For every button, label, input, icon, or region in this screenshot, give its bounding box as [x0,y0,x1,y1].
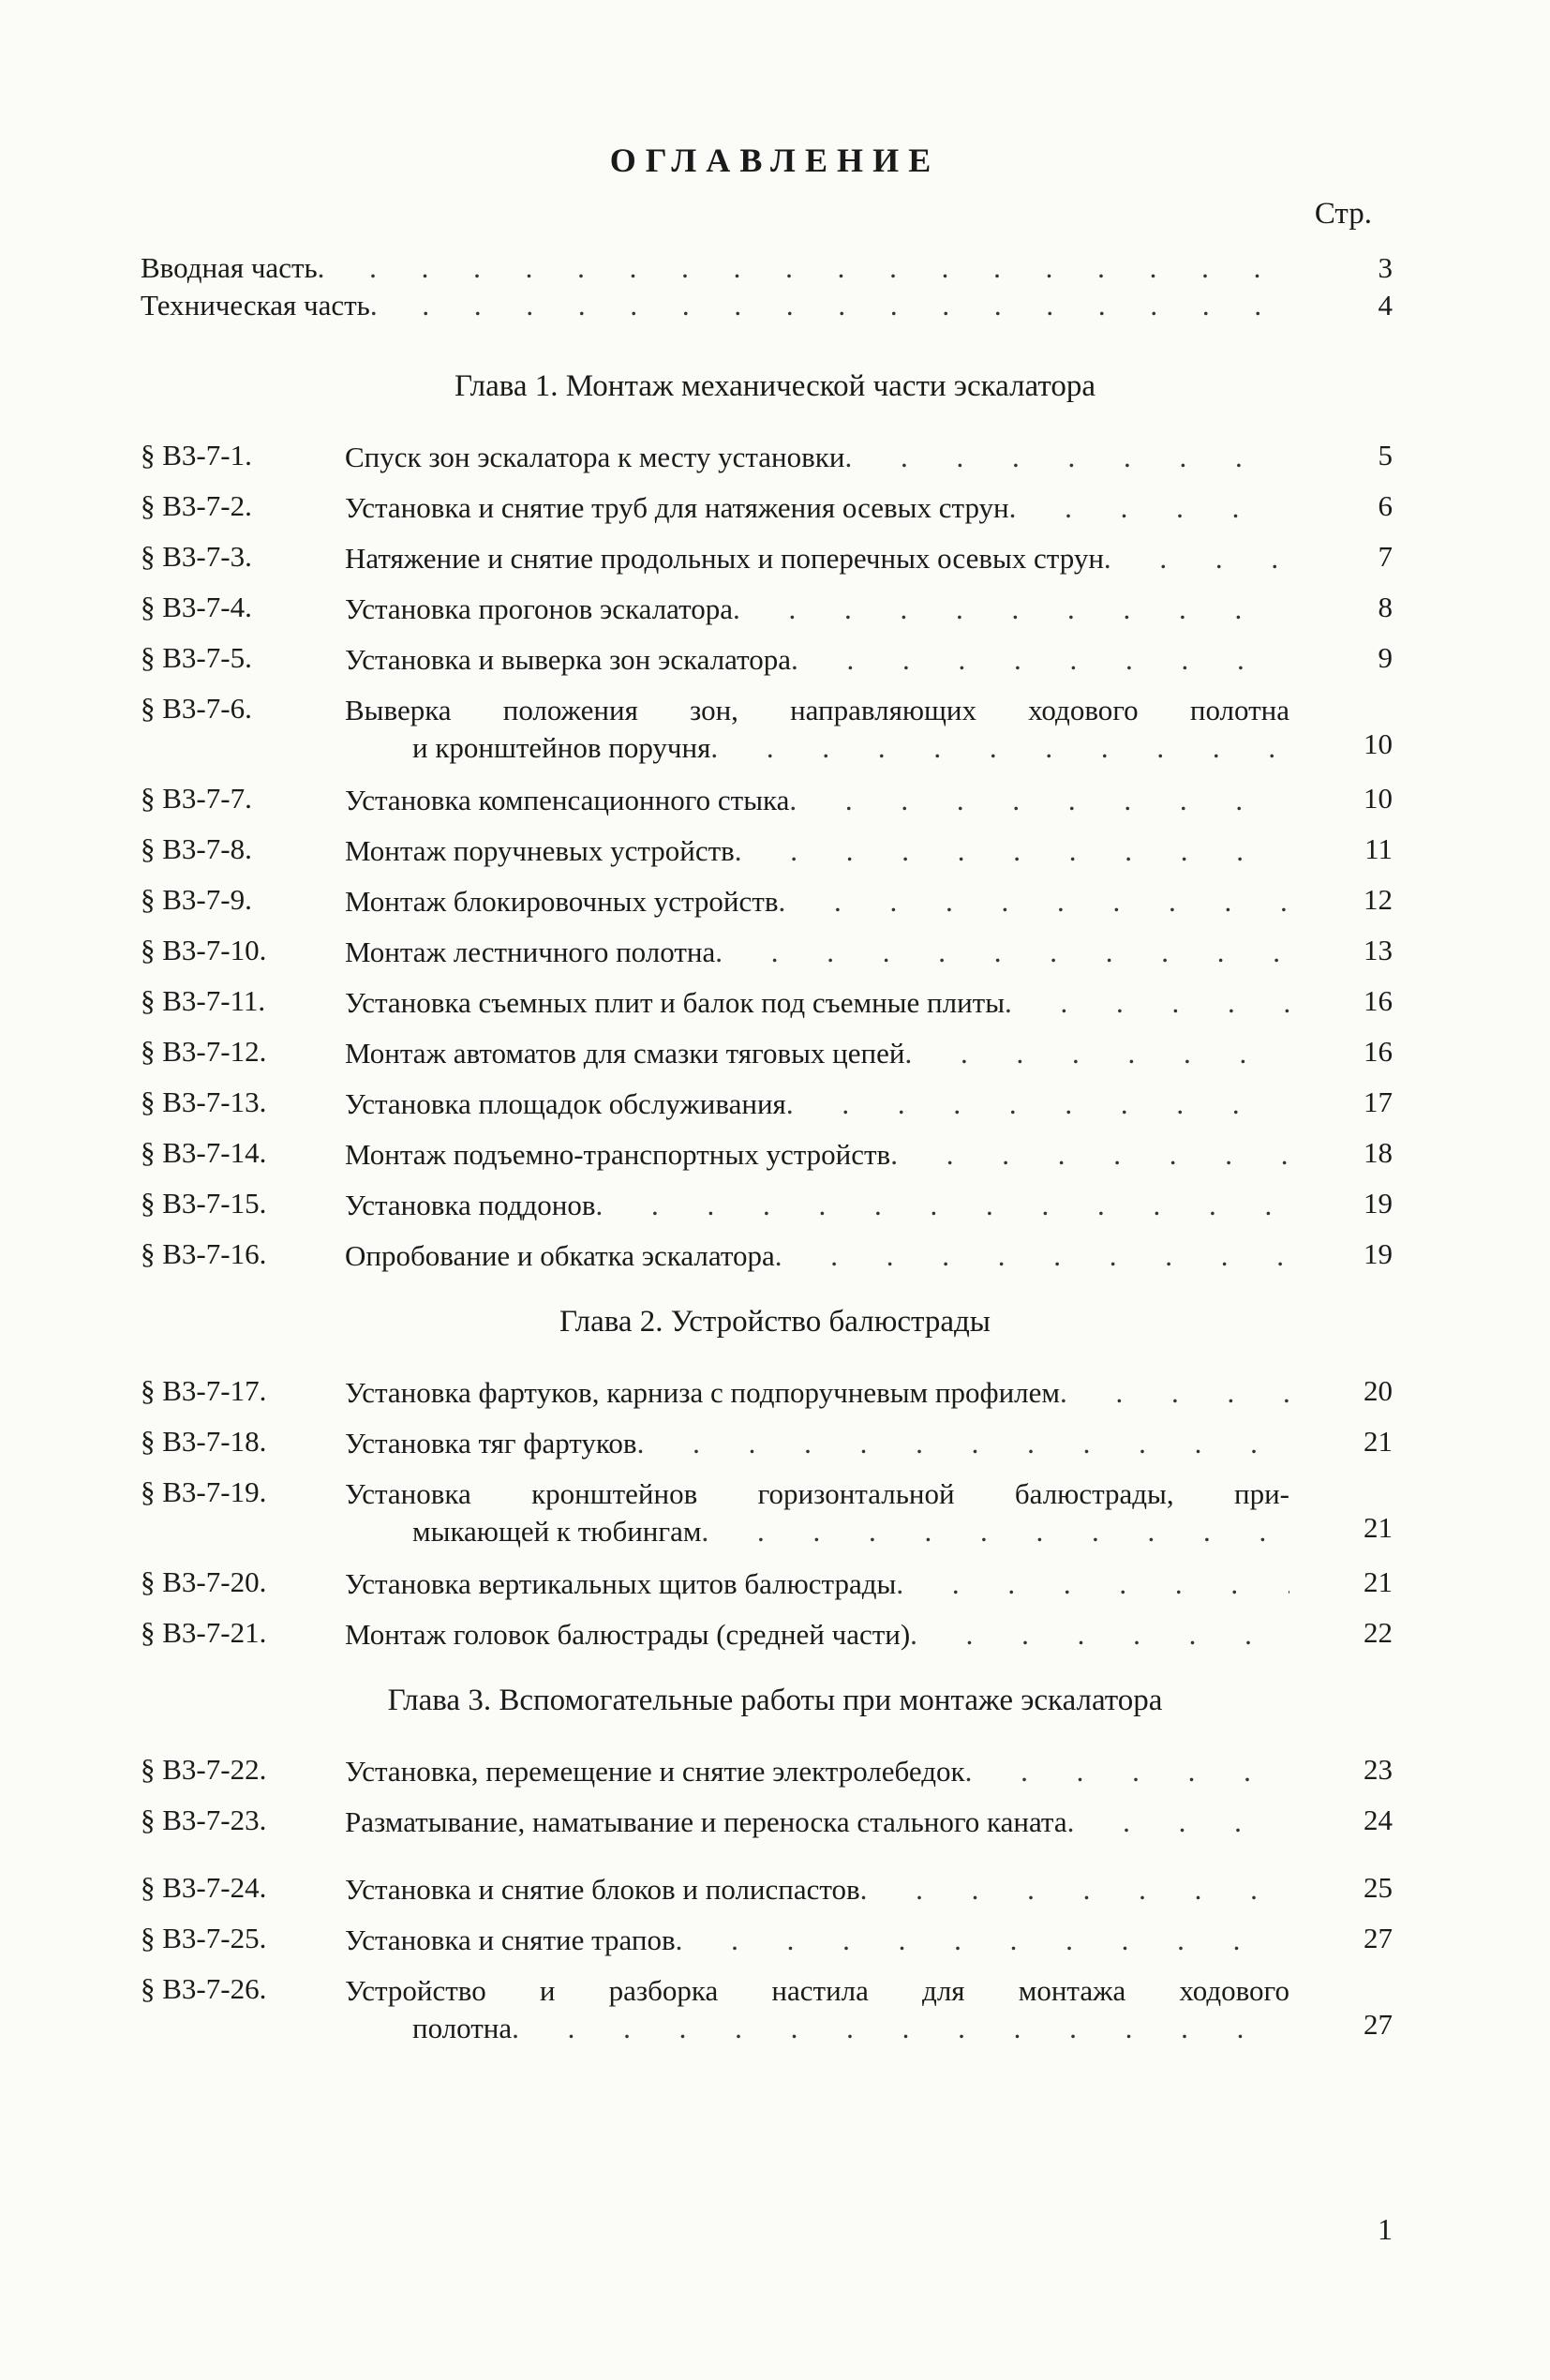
entry-title: Установка съемных плит и балок под съемные плиты [345,986,1006,1019]
entry-title: Монтаж поручневых устройств [345,834,735,867]
leader-dots [370,287,1274,324]
leader-dots [676,1922,1289,1959]
toc-line-label: Вводная часть [141,251,318,284]
chapter-heading: Глава 2. Устройство балюстрады [559,1305,991,1339]
section-code: § В3-7-19. [141,1475,267,1508]
toc-entry [345,439,1289,476]
leader-dots [786,1085,1289,1123]
toc-page-number: 25 [1364,1871,1393,1904]
toc-page-number: 18 [1364,1136,1393,1169]
leader-dots [715,934,1289,971]
entry-title: Выверка положения зон, направляющих ходового полотна [345,694,1289,726]
section-code: § В3-7-15. [141,1187,267,1220]
toc-entry [345,1475,1289,1550]
leader-dots [775,1237,1289,1275]
entry-title: Спуск зон эскалатора к месту установки [345,441,845,473]
toc-page-number: 21 [1364,1425,1393,1458]
toc-entry [345,1922,1289,1959]
toc-page-number: 27 [1364,1922,1393,1954]
entry-title: Установка площадок обслуживания [345,1087,786,1120]
section-code: § В3-7-20. [141,1565,267,1598]
toc-line-label: Техническая часть [141,289,370,322]
entry-title: Монтаж блокировочных устройств [345,885,779,918]
toc-page-number: 22 [1364,1616,1393,1649]
section-code: § В3-7-17. [141,1374,267,1407]
section-code: § В3-7-26. [141,1972,267,2005]
leader-dots [1005,984,1289,1022]
entry-title: Установка тяг фартуков [345,1427,637,1459]
section-code: § В3-7-13. [141,1085,267,1118]
section-code: § В3-7-12. [141,1035,267,1068]
leader-dots [733,591,1289,628]
toc-entry [345,883,1289,921]
section-code: § В3-7-1. [141,439,252,472]
entry-title: Установка прогонов эскалатора [345,592,734,625]
section-code: § В3-7-24. [141,1871,267,1904]
toc-entry [345,540,1289,577]
toc-page-number: 17 [1364,1085,1393,1118]
leader-dots [890,1136,1289,1174]
chapter-heading: Глава 1. Монтаж механической части эскалатора [455,369,1095,403]
entry-title: Установка компенсационного стыка [345,784,790,816]
leader-dots [965,1753,1289,1790]
toc-page-number: 10 [1364,727,1393,760]
section-code: § В3-7-8. [141,832,252,865]
entry-title: Установка и выверка зон эскалатора [345,643,792,676]
toc-page-number: 4 [1378,289,1393,322]
entry-title: Опробование и обкатка эскалатора [345,1239,775,1272]
toc-page-number: 5 [1378,439,1393,472]
entry-title: Натяжение и снятие продольных и поперечных осевых струн [345,542,1104,575]
page-number: 1 [1378,2212,1393,2246]
toc-page-number: 8 [1378,591,1393,623]
entry-title: Установка и снятие трапов [345,1923,676,1956]
toc-line-intro [141,249,1274,287]
entry-title-continued: полотна [412,2012,513,2044]
entry-title: Установка и снятие труб для натяжения осевых струн [345,491,1009,524]
leader-dots [637,1425,1289,1462]
entry-title: Разматывание, наматывание и переноска стального каната [345,1805,1067,1838]
leader-dots [1067,1804,1289,1841]
entry-title: Установка фартуков, карниза с подпоручневым профилем [345,1376,1061,1409]
leader-dots [910,1616,1289,1654]
section-code: § В3-7-7. [141,782,252,815]
entry-title: Монтаж подъемно-транспортных устройств [345,1138,891,1171]
toc-entry [345,1565,1289,1603]
toc-entry [345,1136,1289,1174]
entry-title: Установка поддонов [345,1189,596,1221]
toc-entry [345,1753,1289,1790]
toc-page-number: 23 [1364,1753,1393,1786]
entry-title: Установка кронштейнов горизонтальной балюстрады, при- [345,1477,1289,1510]
entry-title-continued: мыкающей к тюбингам [412,1515,702,1548]
toc-entry [345,489,1289,527]
toc-entry [345,1871,1289,1908]
toc-entry [345,641,1289,679]
toc-page-number: 21 [1364,1511,1393,1544]
leader-dots [702,1513,1290,1550]
entry-title: Установка и снятие блоков и полиспастов [345,1873,860,1906]
toc-line-technical [141,287,1274,324]
entry-title: Монтаж головок балюстрады (средней части) [345,1618,911,1651]
leader-dots [1060,1374,1289,1412]
entry-title: Установка вертикальных щитов балюстрады [345,1567,897,1600]
toc-page-number: 19 [1364,1187,1393,1220]
toc-page-number: 21 [1364,1565,1393,1598]
section-code: § В3-7-11. [141,984,266,1017]
section-code: § В3-7-21. [141,1616,267,1649]
leader-dots [595,1187,1289,1224]
toc-page-number: 13 [1364,934,1393,966]
toc-page-number: 10 [1364,782,1393,815]
section-code: § В3-7-14. [141,1136,267,1169]
leader-dots [735,832,1289,870]
toc-entry [345,1804,1289,1841]
toc-entry [345,1425,1289,1462]
section-code: § В3-7-22. [141,1753,267,1786]
toc-entry [345,591,1289,628]
entry-title: Монтаж автоматов для смазки тяговых цепей [345,1037,905,1070]
entry-title: Монтаж лестничного полотна [345,936,716,968]
toc-page-number: 16 [1364,1035,1393,1068]
section-code: § В3-7-16. [141,1237,267,1270]
section-code: § В3-7-9. [141,883,252,916]
section-code: § В3-7-6. [141,692,252,725]
toc-page-number: 3 [1378,251,1393,284]
toc-page-number: 9 [1378,641,1393,674]
entry-title-continued: и кронштейнов поручня [412,731,711,764]
toc-page-number: 19 [1364,1237,1393,1270]
toc-entry [345,1972,1289,2047]
toc-page-number: 11 [1364,832,1393,865]
leader-dots [844,439,1289,476]
toc-page-number: 24 [1364,1804,1393,1836]
toc-entry [345,1237,1289,1275]
page-column-header: Стр. [1314,197,1372,231]
entry-title: Устройство и разборка настила для монтажа ходового [345,1974,1289,2007]
chapter-heading: Глава 3. Вспомогательные работы при монтаже эскалатора [387,1684,1163,1717]
section-code: § В3-7-18. [141,1425,267,1458]
section-code: § В3-7-2. [141,489,252,522]
toc-entry [345,934,1289,971]
leader-dots [860,1871,1289,1908]
toc-page-number: 6 [1378,489,1393,522]
section-code: § В3-7-23. [141,1804,267,1836]
toc-entry [345,782,1289,819]
leader-dots [896,1565,1289,1603]
toc-entry [345,832,1289,870]
toc-entry [345,1085,1289,1123]
toc-entry [345,984,1289,1022]
leader-dots [512,2010,1289,2047]
leader-dots [778,883,1289,921]
section-code: § В3-7-5. [141,641,252,674]
leader-dots [710,729,1289,767]
toc-page-number: 16 [1364,984,1393,1017]
section-code: § В3-7-4. [141,591,252,623]
toc-page-number: 12 [1364,883,1393,916]
section-code: § В3-7-3. [141,540,252,573]
toc-page-number: 7 [1378,540,1393,573]
toc-entry [345,1616,1289,1654]
leader-dots [1104,540,1289,577]
section-code: § В3-7-25. [141,1922,267,1954]
toc-page-number: 27 [1364,2008,1393,2041]
leader-dots [791,641,1289,679]
leader-dots [904,1035,1289,1072]
toc-entry [345,1374,1289,1412]
toc-title: ОГЛАВЛЕНИЕ [609,142,941,179]
toc-page-number: 20 [1364,1374,1393,1407]
section-code: § В3-7-10. [141,934,267,966]
leader-dots [789,782,1289,819]
leader-dots [318,249,1274,287]
toc-entry [345,1035,1289,1072]
leader-dots [1009,489,1289,527]
toc-entry [345,1187,1289,1224]
entry-title: Установка, перемещение и снятие электролебедок [345,1755,965,1788]
toc-entry [345,692,1289,767]
